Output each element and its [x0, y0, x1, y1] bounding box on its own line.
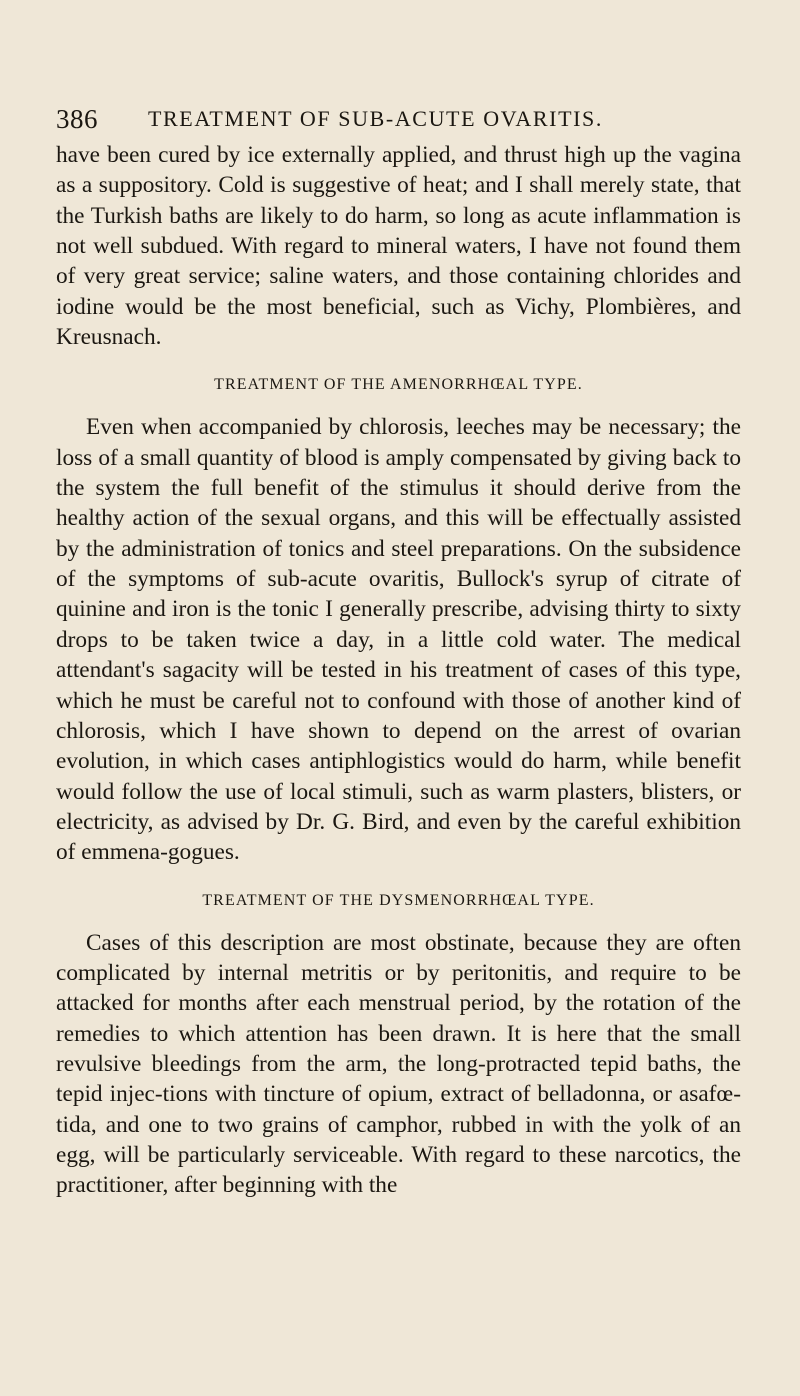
page-header: [56, 104, 736, 134]
paragraph-dysmenorrhoeal: Cases of this description are most obstinate, because they are often complicated by internal metritis or by peritonitis, and require to be attacked for months after each menstrual period, by the rotation of the remedies to which attention has been drawn. It is here that the small revulsive bleedings from the arm, the long-protracted tepid baths, the tepid injec-tions with tincture of opium, extract of belladonna, or asafœ-tida, and one to two grains of camphor, rubbed in with the yolk of an egg, will be particularly serviceable. With regard to these narcotics, the practitioner, after beginning with the: [56, 929, 741, 1199]
paragraph-continuation: have been cured by ice externally applied, and thrust high up the vagina as a suppository. Cold is suggestive of heat; and I shall merely state, that the Turkish baths are likely to do harm, so long as acute inflammation is not well subdued. With regard to mineral waters, I have not found them of very great service; saline waters, and those containing chlorides and iodine would be the most beneficial, such as Vichy, Plombières, and Kreusnach.: [56, 142, 741, 351]
running-title: TREATMENT OF SUB-ACUTE OVARITIS.: [148, 106, 603, 131]
body-text: [56, 140, 741, 1201]
paragraph-amenorrhoeal: Even when accompanied by chlorosis, leeches may be necessary; the loss of a small quantity of blood is amply compensated by giving back to the system the full benefit of the stimulus it should derive from the healthy action of the sexual organs, and this will be effectually assisted by the administration of tonics and steel preparations. On the subsidence of the symptoms of sub-acute ovaritis, Bullock's syrup of citrate of quinine and iron is the tonic I generally prescribe, advising thirty to sixty drops to be taken twice a day, in a little cold water. The medical attendant's sagacity will be tested in his treatment of cases of this type, which he must be careful not to confound with those of another kind of chlorosis, which I have shown to depend on the arrest of ovarian evolution, in which cases antiphlogistics would do harm, while benefit would follow the use of local stimuli, such as warm plasters, blisters, or electricity, as advised by Dr. G. Bird, and even by the careful exhibition of emmena-gogues.: [56, 414, 741, 866]
page-number: 386: [56, 104, 98, 134]
section-heading-amenorrhoeal: TREATMENT OF THE AMENORRHŒAL TYPE.: [214, 376, 583, 394]
section-heading-dysmenorrhoeal: TREATMENT OF THE DYSMENORRHŒAL TYPE.: [202, 891, 595, 909]
